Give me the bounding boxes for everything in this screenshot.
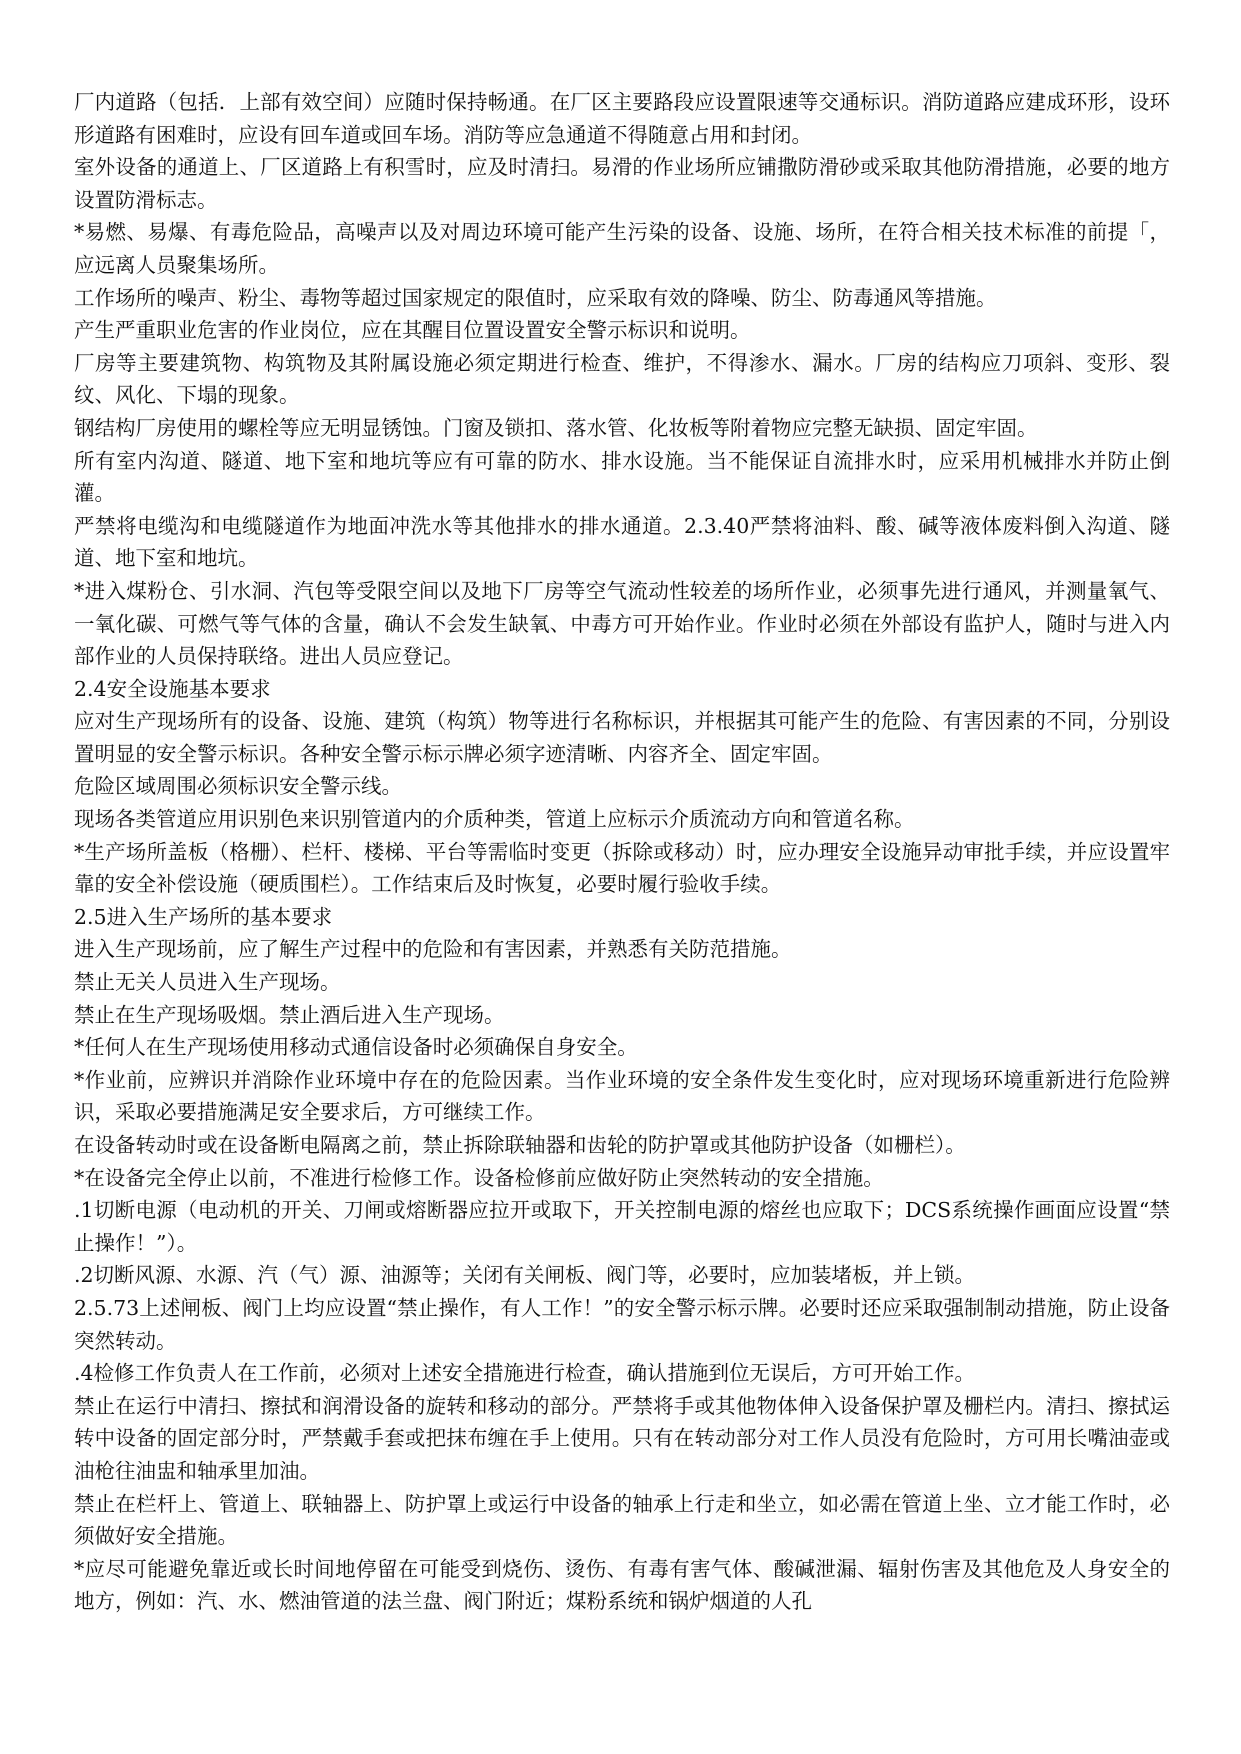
paragraph: 现场各类管道应用识别色来识别管道内的介质种类，管道上应标示介质流动方向和管道名称。	[74, 807, 915, 832]
paragraph: 室外设备的通道上、厂区道路上有积雪时，应及时清扫。易滑的作业场所应铺撒防滑砂或采取其他防滑措施，必要的地方设置防滑标志。	[74, 155, 1170, 212]
paragraph: 厂房等主要建筑物、构筑物及其附属设施必须定期进行检查、维护，不得渗水、漏水。厂房的结构应刀项斜、变形、裂纹、风化、下塌的现象。	[74, 350, 1170, 408]
paragraph: 危险区域周围必须标识安全警示线。	[74, 774, 402, 799]
paragraph: *进入煤粉仓、引水洞、汽包等受限空间以及地下厂房等空气流动性较差的场所作业，必须事先进行通风，并测量氧气、一氧化碳、可燃气等气体的含量，确认不会发生缺氧、中毒方可开始作业。作业时必须在外部设有监护人，随时与进入内部作业的人员保持联络。进出人员应登记。	[74, 578, 1170, 669]
paragraph: 进入生产现场前，应了解生产过程中的危险和有害因素，并熟悉有关防范措施。	[74, 937, 792, 962]
list-item: .1切断电源（电动机的开关、刀闸或熔断器应拉开或取下，开关控制电源的熔丝也应取下；DCS系统操作画面应设置“禁止操作！”）。	[74, 1198, 1170, 1255]
paragraph: 钢结构厂房使用的螺栓等应无明显锈蚀。门窗及锁扣、落水管、化妆板等附着物应完整无缺损、固定牢固。	[74, 415, 1038, 440]
paragraph: 禁止在运行中清扫、擦拭和润滑设备的旋转和移动的部分。严禁将手或其他物体伸入设备保护罩及栅栏内。清扫、擦拭运转中设备的固定部分时，严禁戴手套或把抹布缠在手上使用。只有在转动部分对工作人员没有危险时，方可用长嘴油壶或油枪往油盅和轴承里加油。	[74, 1393, 1170, 1483]
paragraph: *任何人在生产现场使用移动式通信设备时必须确保自身安全。	[74, 1035, 638, 1060]
paragraph: 禁止无关人员进入生产现场。	[74, 970, 341, 995]
paragraph: *作业前，应辨识并消除作业环境中存在的危险因素。当作业环境的安全条件发生变化时，应对现场环境重新进行危险辨识，采取必要措施满足安全要求后，方可继续工作。	[74, 1067, 1170, 1125]
paragraph: 严禁将电缆沟和电缆隧道作为地面冲洗水等其他排水的排水通道。2.3.40严禁将油料、酸、碱等液体废料倒入沟道、隧道、地下室和地坑。	[74, 513, 1170, 571]
list-item: 2.5.73上述闸板、阀门上均应设置“禁止操作，有人工作！”的安全警示标示牌。必要时还应采取强制制动措施，防止设备突然转动。	[74, 1295, 1170, 1353]
list-item: .4检修工作负责人在工作前，必须对上述安全措施进行检查，确认措施到位无误后，方可开始工作。	[74, 1361, 976, 1386]
paragraph: 在设备转动时或在设备断电隔离之前，禁止拆除联轴器和齿轮的防护罩或其他防护设备（如栅栏）。	[74, 1133, 966, 1157]
document-page	[74, 86, 1170, 1618]
section-heading: 2.5进入生产场所的基本要求	[74, 904, 333, 929]
paragraph: *生产场所盖板（格栅）、栏杆、楼梯、平台等需临时变更（拆除或移动）时，应办理安全设施异动审批手续，并应设置牢靠的安全补偿设施（硬质围栏）。工作结束后及时恢复，必要时履行验收手续。	[74, 839, 1170, 897]
paragraph: 产生严重职业危害的作业岗位，应在其醒目位置设置安全警示标识和说明。	[74, 318, 751, 343]
paragraph: 厂内道路（包括．上部有效空间）应随时保持畅通。在厂区主要路段应设置限速等交通标识。消防道路应建成环形，设环形道路有困难时，应设有回车道或回车场。消防等应急通道不得随意占用和封闭。	[74, 90, 1170, 147]
list-item: .2切断风源、水源、汽（气）源、油源等；关闭有关闸板、阀门等，必要时，应加装堵板，并上锁。	[74, 1263, 976, 1288]
paragraph: *在设备完全停止以前，不准进行检修工作。设备检修前应做好防止突然转动的安全措施。	[74, 1165, 884, 1190]
section-heading: 2.4安全设施基本要求	[74, 676, 271, 701]
paragraph: 所有室内沟道、隧道、地下室和地坑等应有可靠的防水、排水设施。当不能保证自流排水时，应采用机械排水并防止倒灌。	[74, 448, 1170, 506]
paragraph: *应尽可能避免靠近或长时间地停留在可能受到烧伤、烫伤、有毒有害气体、酸碱泄漏、辐射伤害及其他危及人身安全的地方，例如：汽、水、燃油管道的法兰盘、阀门附近；煤粉系统和锅炉烟道的人孔	[74, 1556, 1170, 1614]
paragraph: 禁止在生产现场吸烟。禁止酒后进入生产现场。	[74, 1002, 505, 1027]
paragraph: 禁止在栏杆上、管道上、联轴器上、防护罩上或运行中设备的轴承上行走和坐立，如必需在管道上坐、立才能工作时，必须做好安全措施。	[74, 1491, 1170, 1549]
paragraph: 应对生产现场所有的设备、设施、建筑（构筑）物等进行名称标识，并根据其可能产生的危险、有害因素的不同，分别设置明显的安全警示标识。各种安全警示标示牌必须字迹清晰、内容齐全、固定牢固。	[74, 709, 1170, 766]
paragraph: 工作场所的噪声、粉尘、毒物等超过国家规定的限值时，应采取有效的降噪、防尘、防毒通风等措施。	[74, 285, 997, 310]
paragraph: *易燃、易爆、有毒危险品，高噪声以及对周边环境可能产生污染的设备、设施、场所，在符合相关技术标准的前提「，应远离人员聚集场所。	[74, 220, 1170, 277]
